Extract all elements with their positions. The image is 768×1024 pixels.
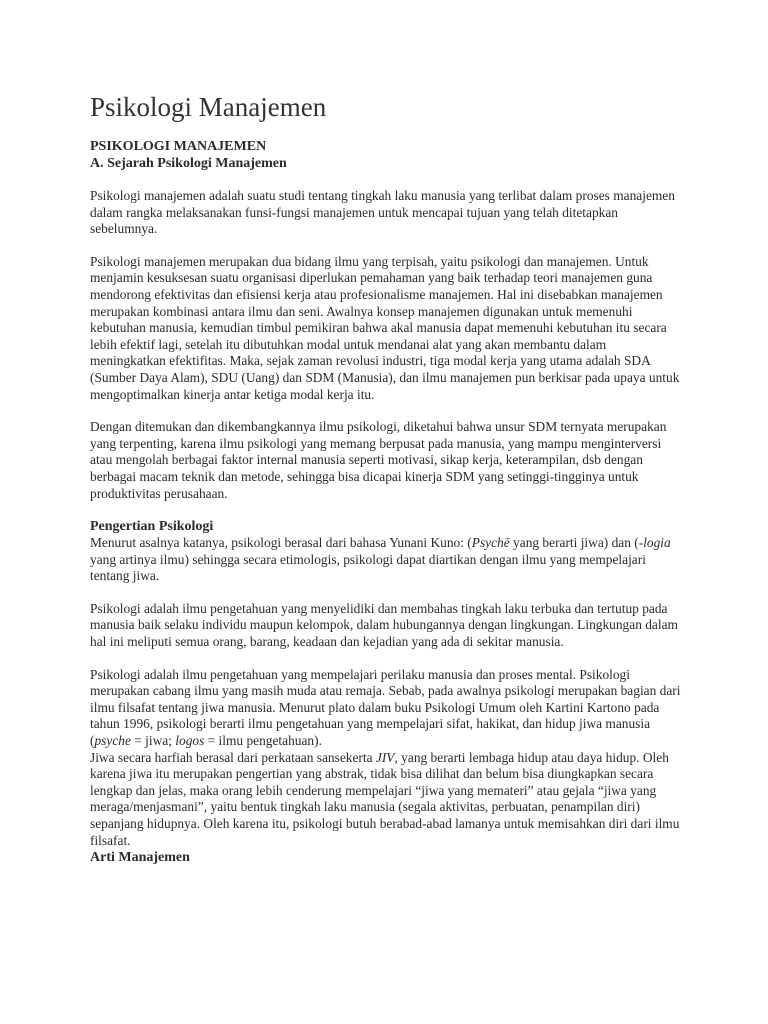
paragraph-behavior: Psikologi adalah ilmu pengetahuan yang menyelidiki dan membahas tingkah laku terbuka dan tertutup pada manusia baik selaku individu maupun kelompok, dalam hubungannya dengan lingkungan. Lingkungan dalam hal ini meliputi semua orang, barang, keadaan dan kejadian yang ada di sekitar manusia. bbox=[90, 600, 678, 650]
paragraph-definition: Psikologi manajemen adalah suatu studi tentang tingkah laku manusia yang terlibat dalam proses manajemen dalam rangka melaksanakan funsi-fungsi manajemen untuk mencapai tujuan yang telah ditetapkan sebelumnya. bbox=[90, 188, 675, 237]
document-title: Psikologi Manajemen bbox=[90, 92, 327, 122]
spacer bbox=[90, 172, 682, 188]
heading-main: PSIKOLOGI MANAJEMEN bbox=[90, 139, 267, 154]
spacer bbox=[90, 403, 682, 419]
spacer bbox=[90, 651, 682, 667]
heading-pengertian-psikologi: Pengertian Psikologi bbox=[90, 519, 214, 535]
paragraph-jiwa: Jiwa secara harfiah berasal dari perkataan sansekerta JIV, yang berarti lembaga hidup atau daya hidup. Oleh karena jiwa itu merupakan pengertian yang abstrak, tidak bisa dilihat dan belum bisa diungkapkan secara lengkap dan jelas, maka orang lebih cenderung mempelajari “jiwa yang memateri” atau gejala “jiwa yang meraga/menjasmani”, yaitu bentuk tingkah laku manusia (segala aktivitas, perbuatan, penampilan diri) sepanjang hidupnya. Oleh karena itu, psikologi butuh berabad-abad lamanya untuk memisahkan diri dari ilmu filsafat. bbox=[90, 749, 680, 848]
spacer bbox=[90, 238, 682, 254]
heading-sejarah: A. Sejarah Psikologi Manajemen bbox=[90, 156, 287, 171]
paragraph-etymology: Menurut asalnya katanya, psikologi berasal dari bahasa Yunani Kuno: (Psychē yang berarti jiwa) dan (-logia yang artinya ilmu) sehingga secara etimologis, psikologi dapat diartikan dengan ilmu yang mempelajari tentang jiwa. bbox=[90, 535, 671, 584]
paragraph-mental-process: Psikologi adalah ilmu pengetahuan yang mempelajari perilaku manusia dan proses mental. Psikologi merupakan cabang ilmu yang masih muda atau remaja. Sebab, pada awalnya psikologi merupakan bagian dari ilmu filsafat tentang jiwa manusia. Menurut plato dalam buku Psikologi Umum oleh Kartini Kartono pada tahun 1996, psikologi berarti ilmu pengetahuan yang mempelajari sifat, hakikat, dan hidup jiwa manusia (psyche = jiwa; logos = ilmu pengetahuan). bbox=[90, 666, 681, 749]
document-content bbox=[90, 90, 682, 866]
paragraph-history: Psikologi manajemen merupakan dua bidang ilmu yang terpisah, yaitu psikologi dan manajemen. Untuk menjamin kesuksesan suatu organisasi diperlukan pemahaman yang baik terhadap teori manajemen guna mendorong efektivitas dan efisiensi kerja atau profesionalisme manajemen. Hal ini disebabkan manajemen merupakan kombinasi antara ilmu dan seni. Awalnya konsep manajemen digunakan untuk memenuhi kebutuhan manusia, kemudian timbul pemikiran bahwa akal manusia dapat memenuhi kebutuhan itu secara lebih efektif lagi, setelah itu dibutuhkan modal untuk mendanai alat yang akan membantu dalam meningkatkan efektifitas. Maka, sejak zaman revolusi industri, tiga modal kerja yang utama adalah SDA (Sumber Daya Alam), SDU (Uang) dan SDM (Manusia), dan ilmu manajemen pun berkisar pada upaya untuk mengoptimalkan kinerja antar ketiga modal kerja itu. bbox=[90, 253, 680, 402]
spacer bbox=[90, 502, 682, 518]
heading-arti-manajemen: Arti Manajemen bbox=[90, 850, 190, 866]
paragraph-psychology-discovery: Dengan ditemukan dan dikembangkannya ilmu psikologi, diketahui bahwa unsur SDM ternyata merupakan yang terpenting, karena ilmu psikologi yang memang berpusat pada manusia, yang mampu menginterversi atau mengolah berbagai faktor internal manusia seperti motivasi, sikap kerja, keterampilan, dsb dengan berbagai macam teknik dan metode, sehingga bisa dicapai kinerja SDM yang setinggi-tingginya untuk produktivitas perusahaan. bbox=[90, 419, 667, 501]
spacer bbox=[90, 585, 682, 601]
